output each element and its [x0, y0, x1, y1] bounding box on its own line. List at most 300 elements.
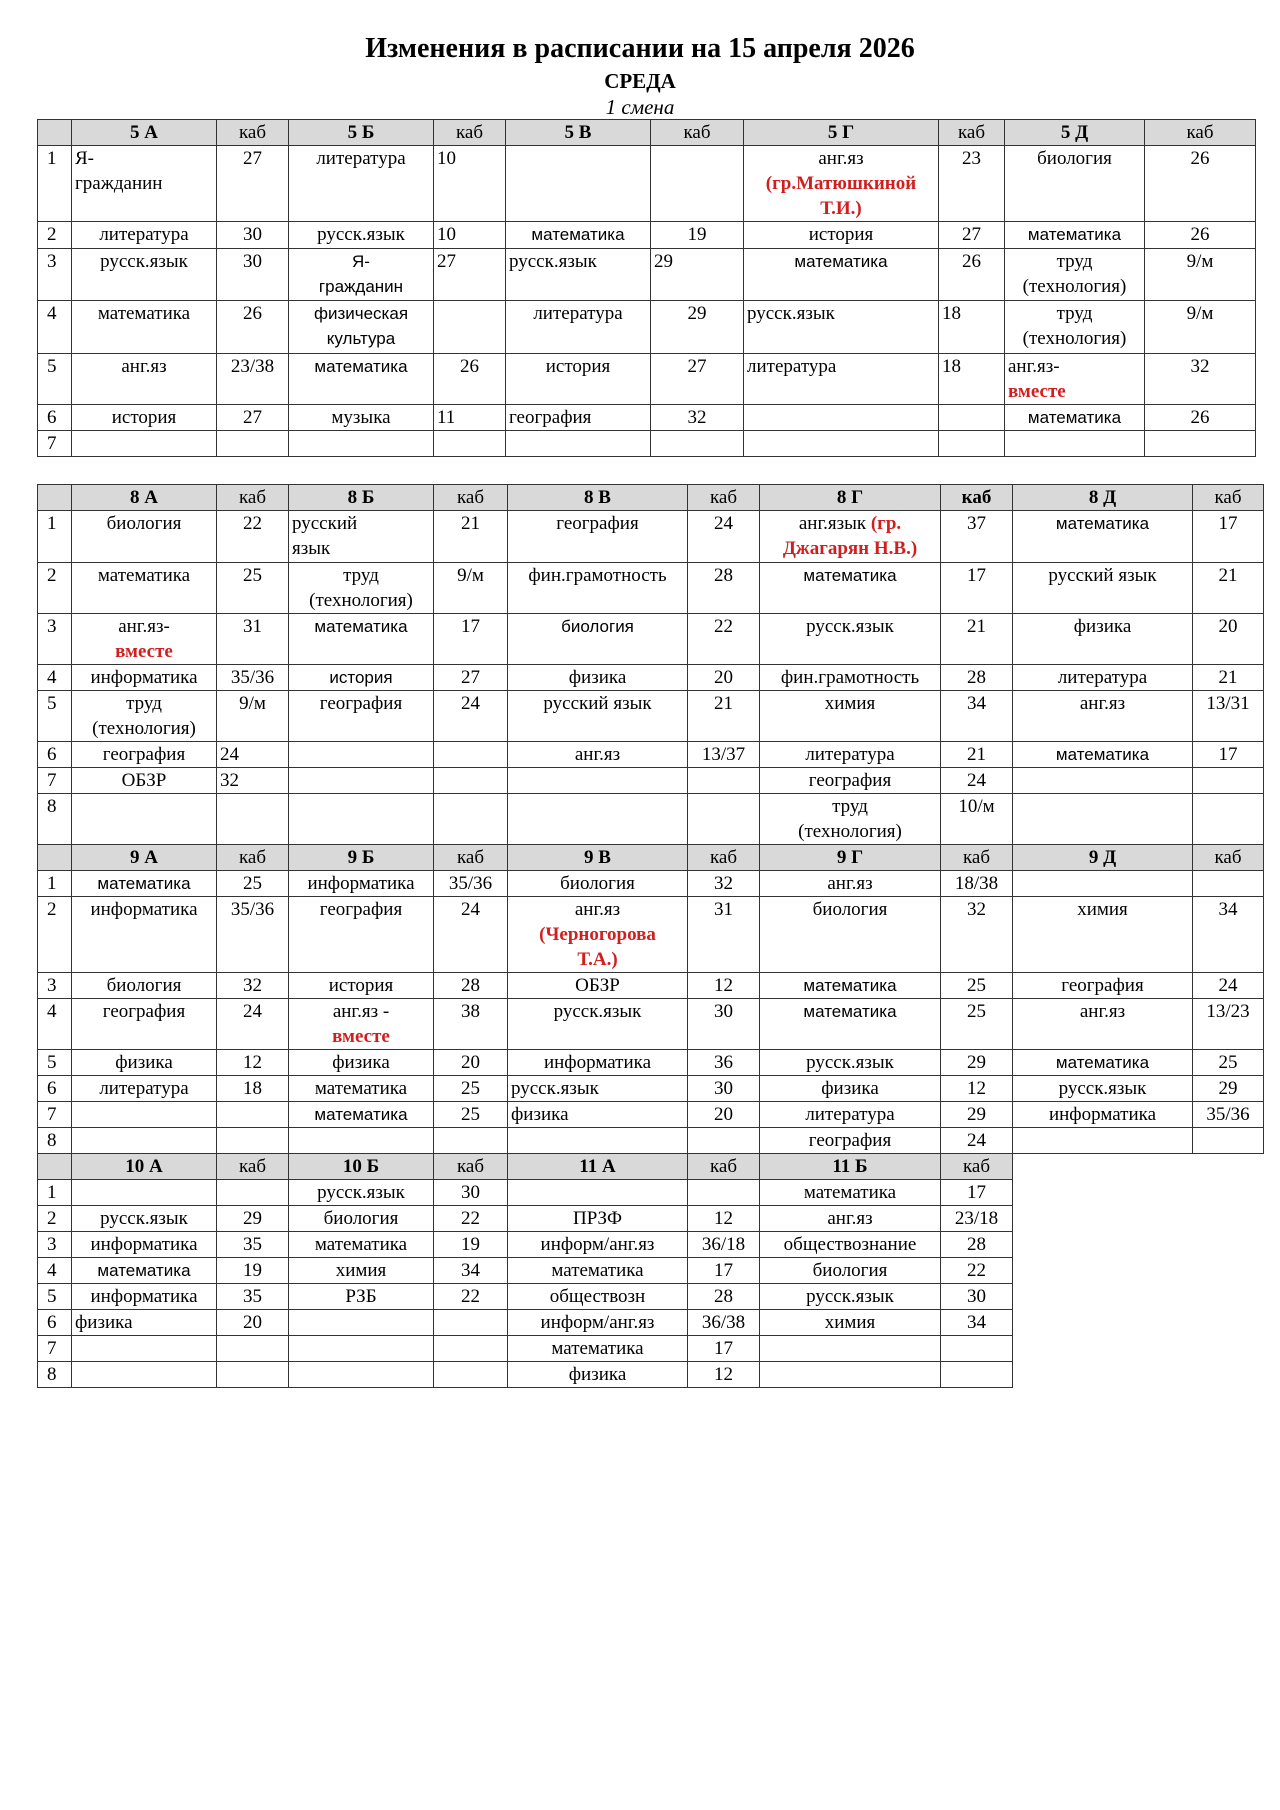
- lesson-cell: труд (технология): [1005, 249, 1145, 301]
- room-header: каб: [941, 845, 1013, 871]
- room-cell: 25: [1193, 1050, 1264, 1076]
- room-cell: [651, 431, 744, 457]
- lesson-number: 4: [38, 301, 72, 354]
- class-header: 10 А: [72, 1154, 217, 1180]
- lesson-number: 5: [38, 354, 72, 405]
- room-cell: 24: [217, 999, 289, 1050]
- lesson-cell: математика: [508, 1258, 688, 1284]
- table-row: [38, 249, 1256, 301]
- table-row: [38, 405, 1256, 431]
- room-cell: 34: [434, 1258, 508, 1284]
- table-row: [38, 1180, 1264, 1206]
- room-cell: 34: [941, 1310, 1013, 1336]
- table-header-row: [38, 120, 1256, 146]
- class-header: 5 Д: [1005, 120, 1145, 146]
- lesson-cell: [72, 1102, 217, 1128]
- room-cell: 24: [434, 691, 508, 742]
- lesson-cell: география: [289, 897, 434, 973]
- room-cell: 21: [941, 742, 1013, 768]
- lesson-cell: Я- гражданин: [289, 249, 434, 301]
- table-row: [38, 794, 1264, 845]
- room-cell: 17: [941, 563, 1013, 614]
- table-row: [38, 563, 1264, 614]
- room-header: каб: [688, 485, 760, 511]
- room-cell: 28: [688, 563, 760, 614]
- lesson-number: 5: [38, 1050, 72, 1076]
- lesson-cell: русск.язык: [72, 249, 217, 301]
- room-cell: 28: [434, 973, 508, 999]
- room-cell: 26: [217, 301, 289, 354]
- lesson-cell: история: [72, 405, 217, 431]
- room-cell: 28: [941, 1232, 1013, 1258]
- room-cell: 35: [217, 1284, 289, 1310]
- class-header: 8 В: [508, 485, 688, 511]
- room-cell: [941, 1362, 1013, 1388]
- lesson-cell: литература: [289, 146, 434, 222]
- lesson-cell: анг.язык (гр. Джагарян Н.В.): [760, 511, 941, 563]
- lesson-cell: математика: [72, 301, 217, 354]
- room-cell: 32: [217, 768, 289, 794]
- room-cell: 19: [651, 222, 744, 249]
- room-cell: 19: [434, 1232, 508, 1258]
- lesson-cell: биология: [289, 1206, 434, 1232]
- lesson-cell: математика: [289, 1232, 434, 1258]
- lesson-cell: физика: [508, 1102, 688, 1128]
- lesson-cell: ПРЗФ: [508, 1206, 688, 1232]
- lesson-cell: труд (технология): [760, 794, 941, 845]
- room-cell: [434, 1336, 508, 1362]
- lesson-number: 4: [38, 665, 72, 691]
- lesson-cell: биология: [1005, 146, 1145, 222]
- class-header: 9 Б: [289, 845, 434, 871]
- schedule-table-grades-8-11: [37, 484, 1264, 1388]
- room-cell: [1193, 1128, 1264, 1154]
- room-cell: 27: [217, 146, 289, 222]
- lesson-cell: математика: [1013, 742, 1193, 768]
- room-cell: 10: [434, 222, 506, 249]
- table-header-row: [38, 485, 1264, 511]
- lesson-number: 7: [38, 1336, 72, 1362]
- room-cell: 23/38: [217, 354, 289, 405]
- room-cell: 17: [688, 1258, 760, 1284]
- room-cell: 23/18: [941, 1206, 1013, 1232]
- room-cell: 17: [1193, 742, 1264, 768]
- room-cell: 34: [1193, 897, 1264, 973]
- lesson-number: 2: [38, 563, 72, 614]
- lesson-cell: [72, 1180, 217, 1206]
- class-header: 11 Б: [760, 1154, 941, 1180]
- room-cell: 35: [217, 1232, 289, 1258]
- room-cell: [217, 1102, 289, 1128]
- room-header: каб: [688, 845, 760, 871]
- day-of-week: СРЕДА: [604, 69, 676, 93]
- room-cell: 29: [217, 1206, 289, 1232]
- lesson-cell: [72, 794, 217, 845]
- lesson-cell: русский язык: [1013, 563, 1193, 614]
- room-header: каб: [1145, 120, 1256, 146]
- lesson-cell: физика: [72, 1050, 217, 1076]
- lesson-cell: математика: [72, 563, 217, 614]
- lesson-number: 8: [38, 794, 72, 845]
- room-cell: 21: [688, 691, 760, 742]
- room-cell: 17: [1193, 511, 1264, 563]
- lesson-cell: информ/анг.яз: [508, 1310, 688, 1336]
- room-cell: 24: [941, 1128, 1013, 1154]
- lesson-cell: музыка: [289, 405, 434, 431]
- room-cell: 9/м: [1145, 249, 1256, 301]
- room-cell: 35/36: [1193, 1102, 1264, 1128]
- lesson-cell: физика: [1013, 614, 1193, 665]
- room-header: каб: [217, 485, 289, 511]
- room-cell: 25: [941, 999, 1013, 1050]
- lesson-cell: русск.язык: [72, 1206, 217, 1232]
- lesson-cell: [506, 431, 651, 457]
- lesson-cell: география: [506, 405, 651, 431]
- class-header: 10 Б: [289, 1154, 434, 1180]
- room-cell: 18: [939, 301, 1005, 354]
- lesson-number: 8: [38, 1128, 72, 1154]
- room-cell: 37: [941, 511, 1013, 563]
- lesson-number: 3: [38, 1232, 72, 1258]
- room-cell: [217, 1128, 289, 1154]
- lesson-number: 6: [38, 742, 72, 768]
- room-cell: 20: [1193, 614, 1264, 665]
- room-cell: 24: [688, 511, 760, 563]
- lesson-cell: анг.яз: [72, 354, 217, 405]
- room-cell: 26: [1145, 222, 1256, 249]
- room-cell: 36/18: [688, 1232, 760, 1258]
- room-cell: 36/38: [688, 1310, 760, 1336]
- table-row: [38, 1258, 1264, 1284]
- lesson-cell: история: [506, 354, 651, 405]
- lesson-cell: литература: [72, 222, 217, 249]
- room-cell: [1193, 768, 1264, 794]
- lesson-cell: анг.яз: [508, 742, 688, 768]
- lesson-cell: [1013, 768, 1193, 794]
- lesson-cell: русск.язык: [760, 1050, 941, 1076]
- lesson-cell: анг.яз: [760, 871, 941, 897]
- lesson-cell: русск.язык: [289, 222, 434, 249]
- lesson-cell: Я- гражданин: [72, 146, 217, 222]
- lesson-cell: обществознание: [760, 1232, 941, 1258]
- room-cell: [434, 794, 508, 845]
- room-cell: [688, 794, 760, 845]
- room-cell: [434, 1310, 508, 1336]
- lesson-cell: фин.грамотность: [760, 665, 941, 691]
- room-cell: [434, 742, 508, 768]
- room-cell: 26: [1145, 405, 1256, 431]
- lesson-cell: труд (технология): [72, 691, 217, 742]
- lesson-cell: РЗБ: [289, 1284, 434, 1310]
- room-cell: 13/23: [1193, 999, 1264, 1050]
- lesson-cell: литература: [744, 354, 939, 405]
- lesson-cell: биология: [760, 1258, 941, 1284]
- room-cell: 21: [941, 614, 1013, 665]
- room-header: каб: [434, 845, 508, 871]
- lesson-cell: история: [289, 665, 434, 691]
- lesson-cell: математика: [760, 563, 941, 614]
- lesson-cell: анг.яз: [1013, 999, 1193, 1050]
- lesson-cell: география: [72, 742, 217, 768]
- room-cell: [688, 768, 760, 794]
- lesson-number: 6: [38, 405, 72, 431]
- class-header: 9 Д: [1013, 845, 1193, 871]
- room-cell: 12: [688, 1362, 760, 1388]
- table-row: [38, 1336, 1264, 1362]
- room-cell: 24: [434, 897, 508, 973]
- room-cell: 22: [941, 1258, 1013, 1284]
- lesson-number: 5: [38, 691, 72, 742]
- lesson-cell: [1005, 431, 1145, 457]
- room-cell: 27: [434, 249, 506, 301]
- lesson-cell: информатика: [1013, 1102, 1193, 1128]
- lesson-cell: информатика: [72, 1284, 217, 1310]
- lesson-cell: математика: [1005, 405, 1145, 431]
- lesson-cell: русск.язык: [506, 249, 651, 301]
- lesson-cell: история: [744, 222, 939, 249]
- lesson-cell: труд (технология): [289, 563, 434, 614]
- lesson-cell: биология: [72, 511, 217, 563]
- room-cell: 35/36: [217, 665, 289, 691]
- room-cell: 9/м: [1145, 301, 1256, 354]
- lesson-cell: [508, 768, 688, 794]
- lesson-cell: русск.язык: [508, 999, 688, 1050]
- lesson-cell: химия: [760, 1310, 941, 1336]
- room-cell: 13/31: [1193, 691, 1264, 742]
- room-cell: 18: [217, 1076, 289, 1102]
- table-row: [38, 222, 1256, 249]
- room-cell: 34: [941, 691, 1013, 742]
- lesson-cell: русск.язык: [289, 1180, 434, 1206]
- lesson-cell: информатика: [72, 897, 217, 973]
- lesson-cell: анг.яз: [760, 1206, 941, 1232]
- lesson-cell: [289, 1336, 434, 1362]
- room-cell: [217, 794, 289, 845]
- room-header: каб: [217, 120, 289, 146]
- room-cell: 35/36: [217, 897, 289, 973]
- lesson-number: 3: [38, 249, 72, 301]
- lesson-cell: [508, 794, 688, 845]
- room-cell: [217, 1362, 289, 1388]
- lesson-cell: [508, 1180, 688, 1206]
- lesson-cell: [72, 1128, 217, 1154]
- room-cell: 32: [1145, 354, 1256, 405]
- room-cell: 20: [688, 665, 760, 691]
- room-cell: 32: [217, 973, 289, 999]
- room-cell: 20: [688, 1102, 760, 1128]
- table-row: [38, 768, 1264, 794]
- room-cell: 22: [217, 511, 289, 563]
- class-header: 8 Г: [760, 485, 941, 511]
- table-row: [38, 1102, 1264, 1128]
- room-cell: [217, 431, 289, 457]
- lesson-cell: ОБЗР: [508, 973, 688, 999]
- table-row: [38, 871, 1264, 897]
- lesson-cell: [760, 1362, 941, 1388]
- lesson-cell: анг.яз (Черногорова Т.А.): [508, 897, 688, 973]
- lesson-cell: [289, 1128, 434, 1154]
- room-cell: 25: [941, 973, 1013, 999]
- lesson-cell: математика: [760, 999, 941, 1050]
- room-cell: 26: [1145, 146, 1256, 222]
- table-row: [38, 354, 1256, 405]
- room-header: каб: [434, 1154, 508, 1180]
- table-header-row: [38, 1154, 1264, 1180]
- room-cell: [434, 431, 506, 457]
- lesson-cell: [744, 405, 939, 431]
- lesson-cell: математика: [1005, 222, 1145, 249]
- room-cell: 36: [688, 1050, 760, 1076]
- lesson-cell: математика: [506, 222, 651, 249]
- lesson-number: 1: [38, 1180, 72, 1206]
- lesson-number: 8: [38, 1362, 72, 1388]
- room-cell: 27: [217, 405, 289, 431]
- lesson-cell: физика: [760, 1076, 941, 1102]
- room-cell: [939, 431, 1005, 457]
- lesson-cell: [72, 431, 217, 457]
- room-cell: 22: [434, 1284, 508, 1310]
- room-cell: 28: [688, 1284, 760, 1310]
- room-cell: 30: [217, 249, 289, 301]
- room-cell: [1145, 431, 1256, 457]
- lesson-cell: химия: [289, 1258, 434, 1284]
- schedule-table-grade-5: [37, 119, 1256, 457]
- lesson-cell: фин.грамотность: [508, 563, 688, 614]
- table-row: [38, 614, 1264, 665]
- room-cell: 29: [941, 1102, 1013, 1128]
- lesson-cell: анг.яз- вместе: [1005, 354, 1145, 405]
- lesson-cell: химия: [760, 691, 941, 742]
- room-cell: [217, 1180, 289, 1206]
- table-row: [38, 301, 1256, 354]
- table-row: [38, 1362, 1264, 1388]
- room-cell: 27: [651, 354, 744, 405]
- lesson-cell: физика: [508, 1362, 688, 1388]
- room-cell: 30: [434, 1180, 508, 1206]
- lesson-cell: география: [289, 691, 434, 742]
- lesson-number: 4: [38, 999, 72, 1050]
- room-cell: 10/м: [941, 794, 1013, 845]
- room-cell: 18/38: [941, 871, 1013, 897]
- room-cell: [941, 1336, 1013, 1362]
- lesson-cell: математика: [1013, 511, 1193, 563]
- room-cell: 27: [939, 222, 1005, 249]
- room-cell: 12: [217, 1050, 289, 1076]
- lesson-cell: русск.язык: [508, 1076, 688, 1102]
- table-row: [38, 1284, 1264, 1310]
- table-row: [38, 691, 1264, 742]
- class-header: 9 А: [72, 845, 217, 871]
- class-header: 8 Д: [1013, 485, 1193, 511]
- room-cell: 17: [688, 1336, 760, 1362]
- lesson-cell: русск.язык: [760, 614, 941, 665]
- room-cell: 24: [941, 768, 1013, 794]
- room-cell: 13/37: [688, 742, 760, 768]
- lesson-cell: физика: [72, 1310, 217, 1336]
- shift-label: 1 смена: [605, 95, 675, 119]
- lesson-cell: математика: [289, 614, 434, 665]
- room-cell: 29: [941, 1050, 1013, 1076]
- room-cell: [434, 768, 508, 794]
- room-cell: [688, 1180, 760, 1206]
- class-header: 8 Б: [289, 485, 434, 511]
- room-cell: [217, 1336, 289, 1362]
- room-cell: 12: [688, 1206, 760, 1232]
- table-row: [38, 511, 1264, 563]
- room-cell: 9/м: [434, 563, 508, 614]
- lesson-number: 5: [38, 1284, 72, 1310]
- lesson-cell: математика: [508, 1336, 688, 1362]
- class-header: 8 А: [72, 485, 217, 511]
- lesson-cell: русск.язык: [760, 1284, 941, 1310]
- lesson-cell: литература: [760, 1102, 941, 1128]
- room-cell: [1193, 871, 1264, 897]
- table-row: [38, 973, 1264, 999]
- table-row: [38, 1232, 1264, 1258]
- room-cell: 32: [651, 405, 744, 431]
- room-cell: 18: [939, 354, 1005, 405]
- room-cell: 27: [434, 665, 508, 691]
- lesson-cell: анг.яз (гр.Матюшкиной Т.И.): [744, 146, 939, 222]
- lesson-cell: русский язык: [289, 511, 434, 563]
- lesson-cell: география: [72, 999, 217, 1050]
- lesson-cell: русск.язык: [1013, 1076, 1193, 1102]
- lesson-number: 7: [38, 768, 72, 794]
- room-header: каб: [941, 485, 1013, 511]
- lesson-cell: [760, 1336, 941, 1362]
- room-cell: 29: [1193, 1076, 1264, 1102]
- room-cell: 20: [434, 1050, 508, 1076]
- lesson-cell: география: [760, 768, 941, 794]
- lesson-cell: география: [1013, 973, 1193, 999]
- lesson-cell: [289, 794, 434, 845]
- room-cell: 11: [434, 405, 506, 431]
- lesson-cell: математика: [760, 1180, 941, 1206]
- lesson-cell: литература: [506, 301, 651, 354]
- lesson-cell: математика: [72, 871, 217, 897]
- room-cell: [939, 405, 1005, 431]
- room-cell: 24: [217, 742, 289, 768]
- lesson-cell: русский язык: [508, 691, 688, 742]
- lesson-cell: математика: [72, 1258, 217, 1284]
- room-cell: 29: [651, 249, 744, 301]
- room-cell: 17: [434, 614, 508, 665]
- lesson-cell: [506, 146, 651, 222]
- room-cell: 35/36: [434, 871, 508, 897]
- room-cell: [688, 1128, 760, 1154]
- lesson-cell: информатика: [72, 665, 217, 691]
- room-header: каб: [217, 1154, 289, 1180]
- lesson-cell: информатика: [289, 871, 434, 897]
- lesson-number: 3: [38, 614, 72, 665]
- table-row: [38, 431, 1256, 457]
- lesson-cell: анг.яз- вместе: [72, 614, 217, 665]
- lesson-cell: математика: [289, 1076, 434, 1102]
- lesson-number: 1: [38, 146, 72, 222]
- class-header: 5 Г: [744, 120, 939, 146]
- lesson-cell: математика: [760, 973, 941, 999]
- room-cell: 32: [688, 871, 760, 897]
- room-cell: 25: [217, 871, 289, 897]
- table-row: [38, 999, 1264, 1050]
- lesson-number: 2: [38, 1206, 72, 1232]
- lesson-number: 7: [38, 431, 72, 457]
- class-header: 11 А: [508, 1154, 688, 1180]
- room-cell: 29: [651, 301, 744, 354]
- room-cell: 21: [1193, 665, 1264, 691]
- room-header: каб: [434, 485, 508, 511]
- lesson-cell: ОБЗР: [72, 768, 217, 794]
